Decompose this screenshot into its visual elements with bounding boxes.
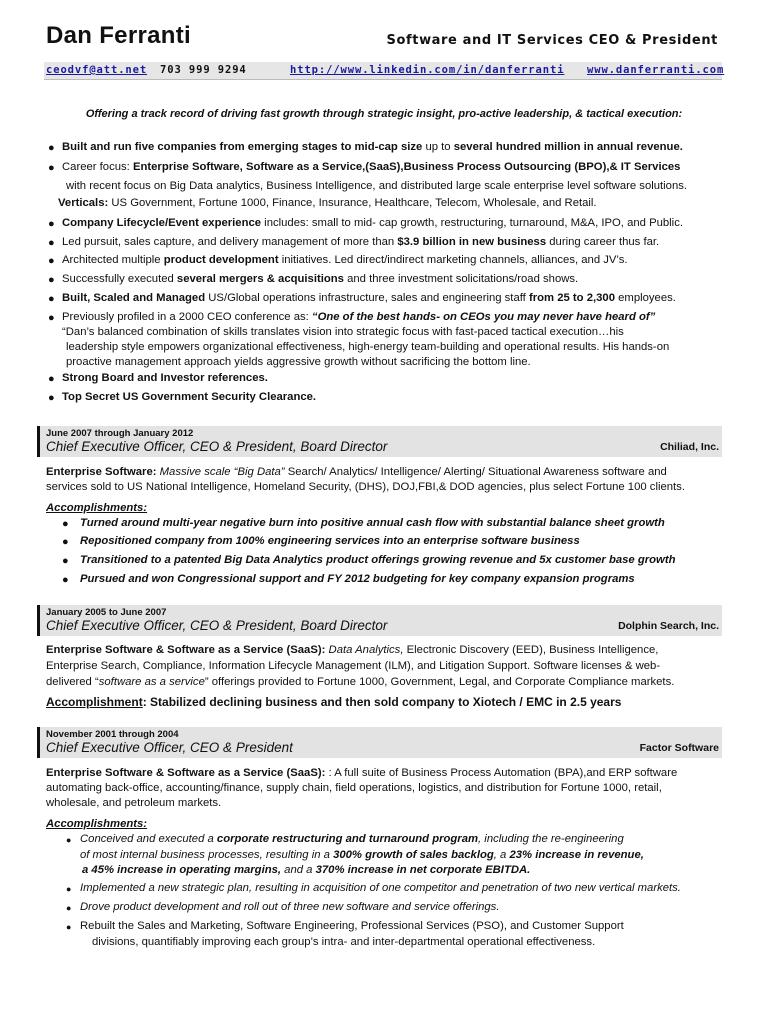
bullet-icon: ● [48, 312, 55, 324]
job-title: Chief Executive Officer, CEO & President, Board Director [46, 439, 388, 454]
bullet-icon: ● [62, 555, 69, 567]
job-description: Enterprise Software & Software as a Service (SaaS): Data Analytics, Electronic Discovery (EED), Business Intelligence, [46, 644, 659, 656]
job-company: Chiliad, Inc. [660, 441, 719, 453]
accomplishment-item: Turned around multi-year negative burn into positive annual cash flow with substantial balance sheet growth [80, 517, 665, 529]
job-dates: November 2001 through 2004 [46, 729, 179, 740]
summary-item: Architected multiple product development initiatives. Led direct/indirect marketing channels, alliances, and JV’s. [62, 254, 628, 266]
accomplishment-item: Rebuilt the Sales and Marketing, Software Engineering, Professional Services (PSO), and Customer Support [80, 920, 624, 932]
summary-tagline: Offering a track record of driving fast growth through strategic insight, pro-active leadership, & tactical execution: [85, 108, 683, 120]
job-accomplishment: Accomplishment: Stabilized declining business and then sold company to Xiotech / EMC in 2.5 years [46, 695, 622, 709]
bullet-icon: ● [62, 518, 69, 530]
job-description: wholesale, and petroleum markets. [46, 797, 222, 809]
bullet-icon: ● [66, 835, 72, 845]
summary-item: Successfully executed several mergers & acquisitions and three investment solicitations/road shows. [62, 273, 579, 285]
job-description: Enterprise Search, Compliance, Information Lifecycle Management (ILM), and Litigation Support. Software licenses & web- [46, 660, 661, 672]
job-description: Enterprise Software: Massive scale “Big Data” Search/ Analytics/ Intelligence/ Alerting/ Situational Awareness software and [46, 466, 667, 478]
bullet-icon: ● [48, 293, 55, 305]
job-company: Dolphin Search, Inc. [618, 620, 719, 632]
accomplishment-item: Drove product development and roll out of three new software and service offerings. [80, 901, 500, 913]
bullet-icon: ● [62, 574, 69, 586]
summary-quote: leadership style empowers organizational effectiveness, high-energy team-building and operational results. His hands-on [66, 341, 670, 353]
summary-item: Company Lifecycle/Event experience includes: small to mid- cap growth, restructuring, turnaround, M&A, IPO, and Public. [62, 217, 683, 229]
job-dates: January 2005 to June 2007 [46, 607, 167, 618]
summary-item: Built, Scaled and Managed US/Global operations infrastructure, sales and engineering staff from 25 to 2,300 employees. [62, 292, 676, 304]
job-marker [37, 605, 40, 636]
candidate-name: Dan Ferranti [46, 22, 191, 49]
email-link[interactable]: ceodvf@att.net [46, 64, 148, 76]
summary-verticals: Verticals: US Government, Fortune 1000, Finance, Insurance, Healthcare, Telecom, Wholesale, and Retail. [58, 197, 597, 209]
bullet-icon: ● [48, 218, 55, 230]
job-description: delivered “software as a service” offerings provided to Fortune 1000, Government, Legal, and Corporate Compliance markets. [46, 676, 675, 688]
job-title: Chief Executive Officer, CEO & President [46, 740, 293, 755]
accomplishment-item-continuation: of most internal business processes, resulting in a 300% growth of sales backlog, a 23% increase in revenue, [80, 849, 644, 861]
job-description: services sold to US National Intelligence, Homeland Security, (DHS), DOJ,FBI,& DOD agencies, plus select Fortune 100 clients. [46, 481, 685, 493]
accomplishment-item: Repositioned company from 100% engineering services into an enterprise software business [80, 535, 580, 547]
job-title: Chief Executive Officer, CEO & President, Board Director [46, 618, 388, 633]
summary-item: Built and run five companies from emerging stages to mid-cap size up to several hundred million in annual revenue. [62, 141, 683, 153]
accomplishment-item-continuation: a 45% increase in operating margins, and a 370% increase in net corporate EBITDA. [82, 864, 531, 876]
accomplishment-item: Implemented a new strategic plan, resulting in acquisition of one competitor and penetration of two new vertical markets. [80, 882, 681, 894]
summary-quote: “Dan’s balanced combination of skills translates vision into strategic focus with fast-paced tactical execution…his [62, 326, 624, 338]
bullet-icon: ● [48, 162, 55, 174]
job-description: Enterprise Software & Software as a Service (SaaS): : A full suite of Business Process Automation (BPA),and ERP software [46, 767, 678, 779]
summary-item-continuation: with recent focus on Big Data analytics, Business Intelligence, and distributed large scale enterprise level software solutions. [66, 180, 688, 192]
job-header [37, 727, 722, 758]
website-link[interactable]: www.danferranti.com [587, 64, 725, 76]
linkedin-link[interactable]: http://www.linkedin.com/in/danferranti [290, 64, 565, 76]
bullet-icon: ● [48, 392, 55, 404]
bullet-icon: ● [48, 237, 55, 249]
accomplishment-item: Pursued and won Congressional support and FY 2012 budgeting for key company expansion programs [80, 573, 635, 585]
job-header [37, 605, 722, 636]
phone-number: 703 999 9294 [160, 64, 247, 76]
job-company: Factor Software [639, 742, 719, 754]
accomplishments-label: Accomplishments: [46, 818, 148, 830]
accomplishments-label: Accomplishments: [46, 502, 148, 514]
summary-item: Career focus: Enterprise Software, Software as a Service,(SaaS),Business Process Outsourcing (BPO),& IT Services [62, 161, 681, 173]
bullet-icon: ● [62, 536, 69, 548]
summary-item: Strong Board and Investor references. [62, 372, 268, 384]
job-marker [37, 727, 40, 758]
accomplishment-item: Transitioned to a patented Big Data Analytics product offerings growing revenue and 5x customer base growth [80, 554, 676, 566]
bullet-icon: ● [48, 373, 55, 385]
job-marker [37, 426, 40, 457]
bullet-icon: ● [48, 255, 55, 267]
bullet-icon: ● [48, 142, 55, 154]
bullet-icon: ● [66, 903, 72, 913]
job-description: automating back-office, accounting/finance, supply chain, field operations, logistics, and distribution for Fortune 1000, retail, [46, 782, 662, 794]
candidate-role: Software and IT Services CEO & President [386, 33, 718, 48]
accomplishment-item-continuation: divisions, quantifiably improving each group’s intra- and inter-departmental operational effectiveness. [92, 936, 596, 948]
bullet-icon: ● [66, 922, 72, 932]
contact-bar [44, 62, 725, 80]
job-header [37, 426, 722, 457]
summary-item: Previously profiled in a 2000 CEO conference as: “One of the best hands- on CEOs you may never have heard of” [62, 311, 656, 323]
job-dates: June 2007 through January 2012 [46, 428, 194, 439]
bullet-icon: ● [48, 274, 55, 286]
summary-quote: proactive management approach yields aggressive growth without sacrificing the bottom line. [66, 356, 531, 368]
summary-item: Top Secret US Government Security Clearance. [62, 391, 317, 403]
summary-item: Led pursuit, sales capture, and delivery management of more than $3.9 billion in new business during career thus far. [62, 236, 660, 248]
bullet-icon: ● [66, 884, 72, 894]
accomplishment-item: Conceived and executed a corporate restructuring and turnaround program, including the re-engineering [80, 833, 624, 845]
